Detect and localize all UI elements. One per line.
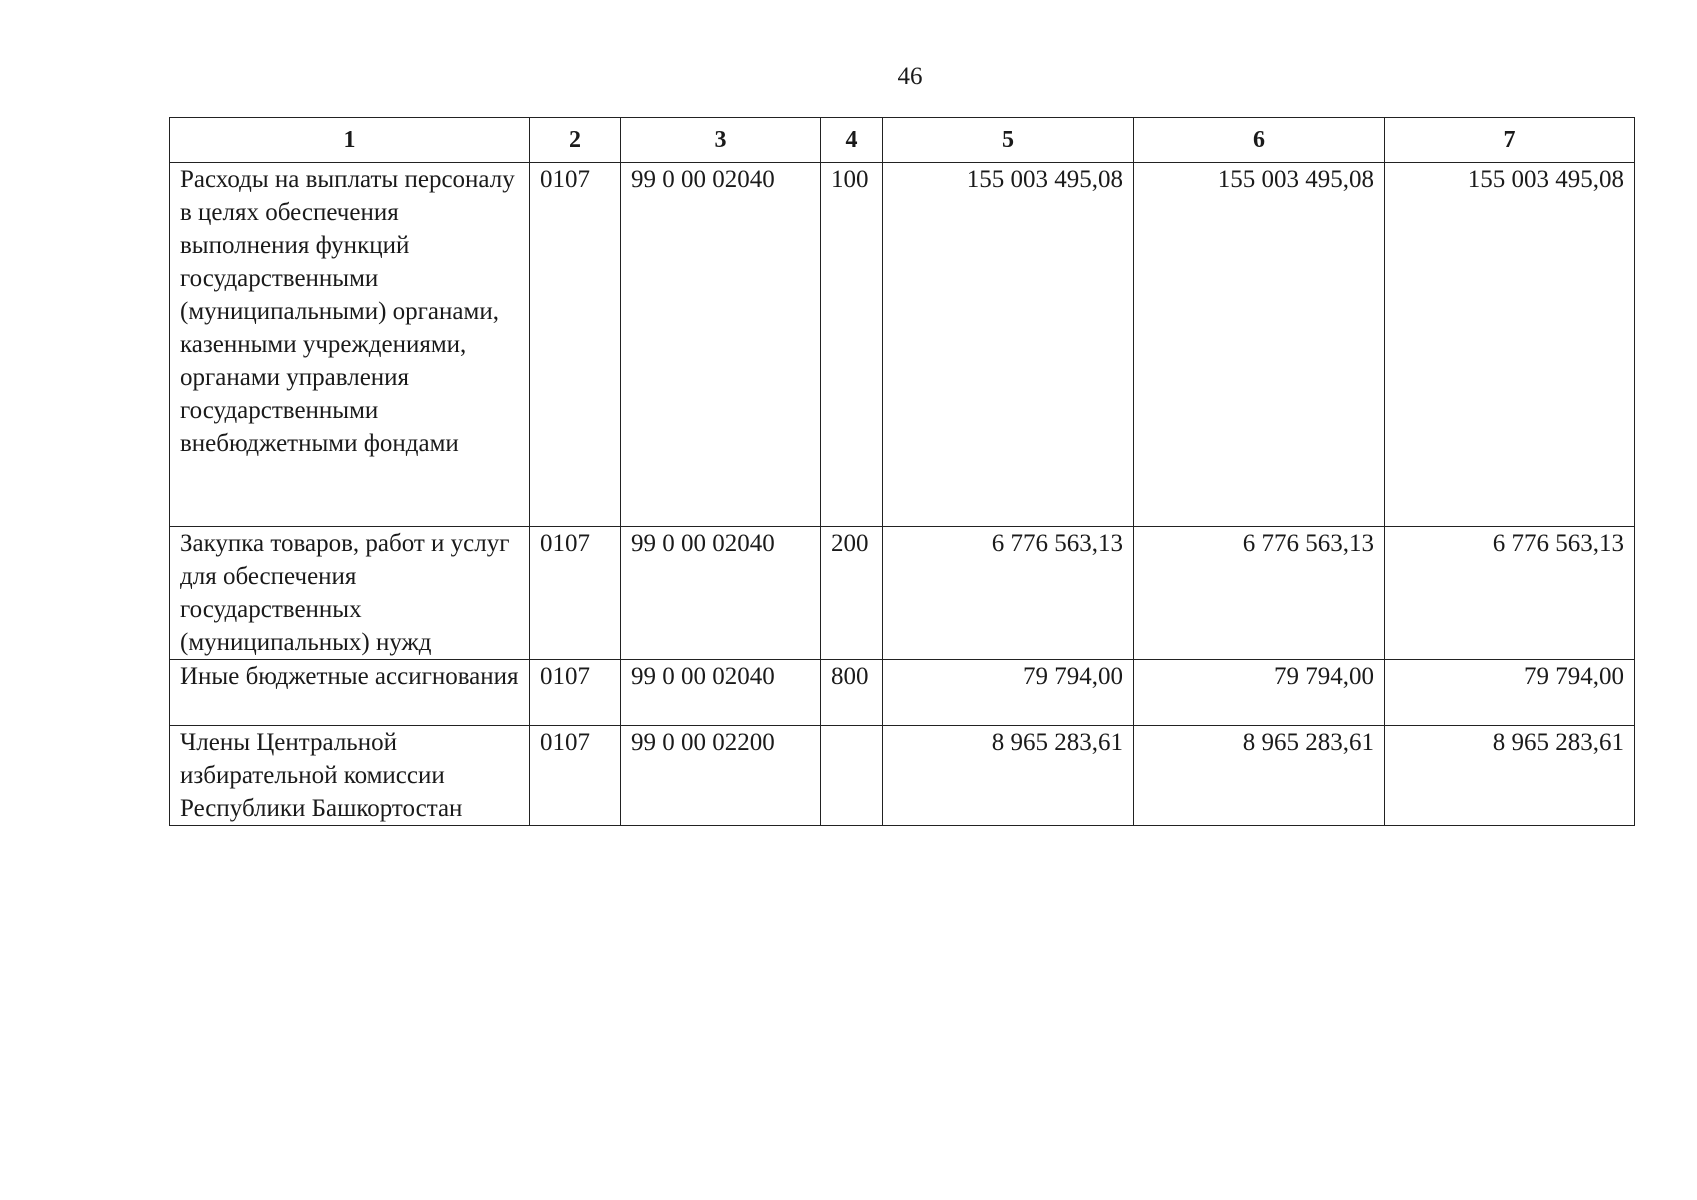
expense-type-cell: 100 xyxy=(821,163,883,527)
amount-col5-cell: 8 965 283,61 xyxy=(883,726,1134,826)
row-name-cell: Члены Центральной избирательной комиссии Республики Башкортостан xyxy=(170,726,530,826)
budget-table xyxy=(169,117,1635,826)
header-row xyxy=(170,118,1635,163)
table-body xyxy=(170,163,1635,826)
table-row xyxy=(170,163,1635,527)
amount-col7-cell: 79 794,00 xyxy=(1385,660,1635,726)
amount-col6-cell: 79 794,00 xyxy=(1134,660,1385,726)
expense-type-cell: 200 xyxy=(821,527,883,660)
target-article-cell: 99 0 00 02040 xyxy=(621,163,821,527)
amount-col7-cell: 155 003 495,08 xyxy=(1385,163,1635,527)
expense-type-cell: 800 xyxy=(821,660,883,726)
amount-col6-cell: 8 965 283,61 xyxy=(1134,726,1385,826)
amount-col6-cell: 155 003 495,08 xyxy=(1134,163,1385,527)
row-name-cell: Закупка товаров, работ и услуг для обеспечения государственных (муниципальных) нужд xyxy=(170,527,530,660)
amount-col6-cell: 6 776 563,13 xyxy=(1134,527,1385,660)
table-row xyxy=(170,660,1635,726)
page-number: 46 xyxy=(897,63,923,90)
amount-col5-cell: 6 776 563,13 xyxy=(883,527,1134,660)
section-cell: 0107 xyxy=(530,163,621,527)
target-article-cell: 99 0 00 02200 xyxy=(621,726,821,826)
amount-col7-cell: 6 776 563,13 xyxy=(1385,527,1635,660)
table-row xyxy=(170,726,1635,826)
column-header-6: 6 xyxy=(1134,118,1385,163)
row-name-cell: Расходы на выплаты персоналу в целях обеспечения выполнения функций государственными (муниципальными) органами, казенными учреждениями, органами управления государственными внебюджетными фондами xyxy=(170,163,530,527)
table-header xyxy=(170,118,1635,163)
target-article-cell: 99 0 00 02040 xyxy=(621,527,821,660)
table-row xyxy=(170,527,1635,660)
column-header-2: 2 xyxy=(530,118,621,163)
section-cell: 0107 xyxy=(530,660,621,726)
column-header-4: 4 xyxy=(821,118,883,163)
section-cell: 0107 xyxy=(530,527,621,660)
expense-type-cell xyxy=(821,726,883,826)
section-cell: 0107 xyxy=(530,726,621,826)
column-header-3: 3 xyxy=(621,118,821,163)
amount-col7-cell: 8 965 283,61 xyxy=(1385,726,1635,826)
row-name-cell: Иные бюджетные ассигнования xyxy=(170,660,530,726)
column-header-7: 7 xyxy=(1385,118,1635,163)
amount-col5-cell: 155 003 495,08 xyxy=(883,163,1134,527)
amount-col5-cell: 79 794,00 xyxy=(883,660,1134,726)
target-article-cell: 99 0 00 02040 xyxy=(621,660,821,726)
column-header-1: 1 xyxy=(170,118,530,163)
column-header-5: 5 xyxy=(883,118,1134,163)
